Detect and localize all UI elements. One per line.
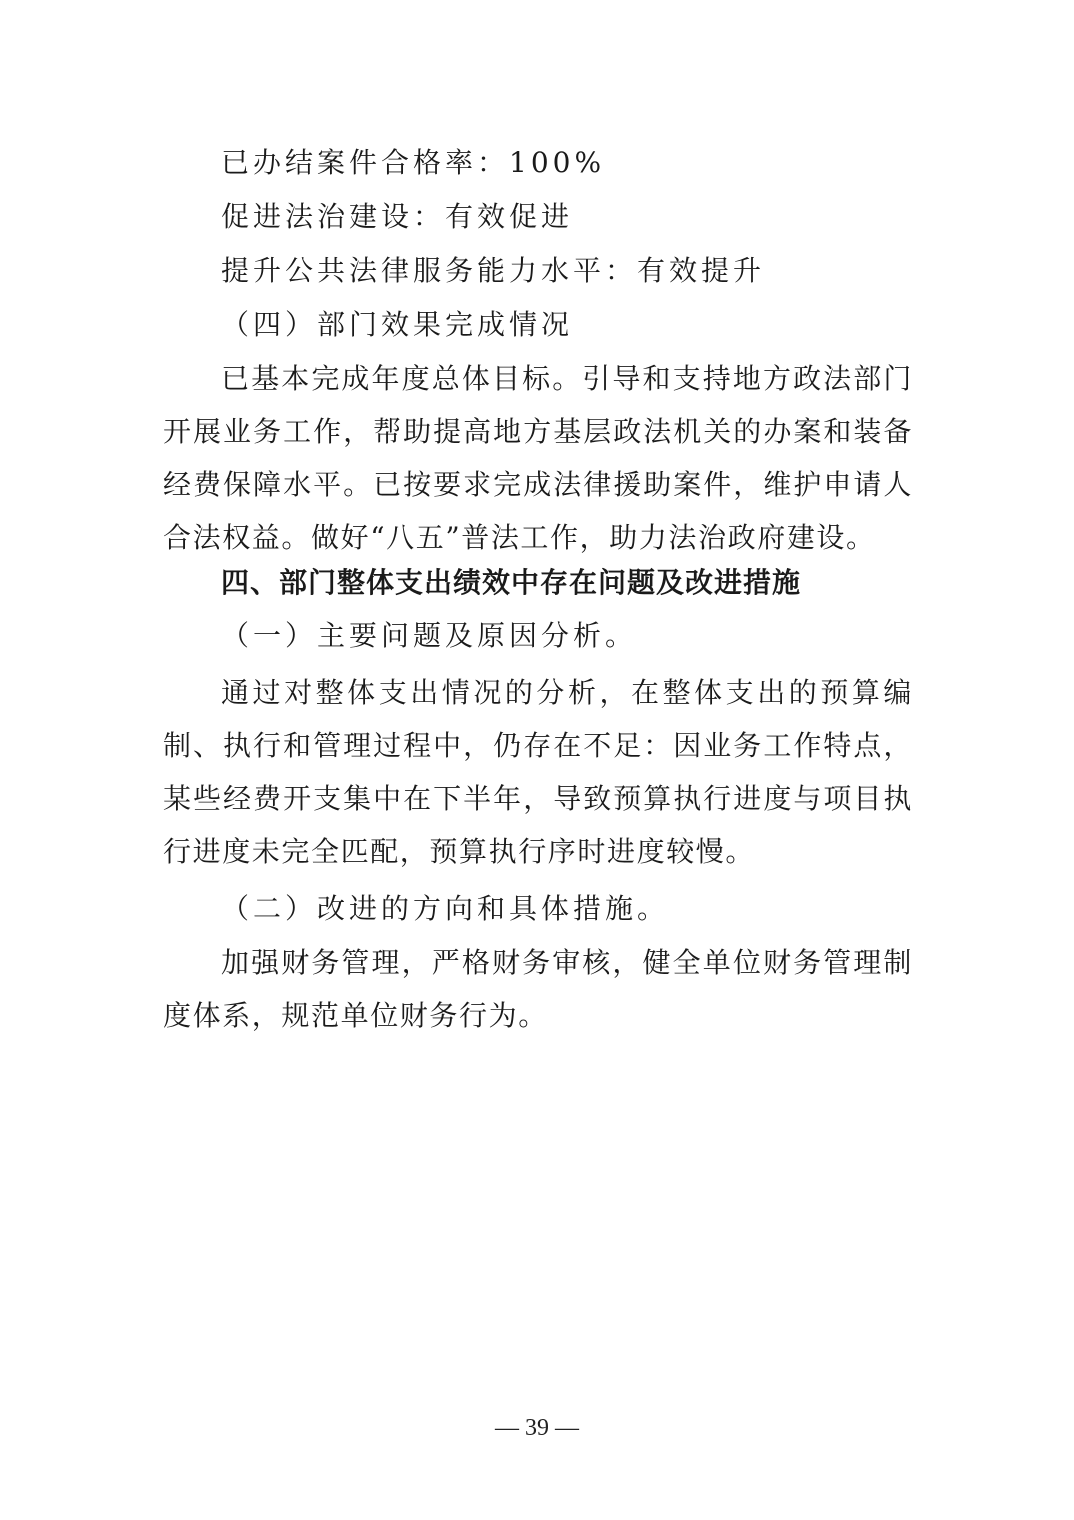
- section-heading: 四、部门整体支出绩效中存在问题及改进措施: [221, 566, 802, 599]
- problem-paragraph: 通过对整体支出情况的分析，在整体支出的预算编制、执行和管理过程中，仍存在不足：因业务工作特点，某些经费开支集中在下半年，导致预算执行进度与项目执行进度未完全匹配，预算执行序时进度较慢。: [163, 676, 913, 868]
- subsection-heading-1: （一）主要问题及原因分析。: [221, 619, 638, 652]
- subsection-heading-4: （四）部门效果完成情况: [221, 308, 574, 341]
- measures-paragraph: 加强财务管理，严格财务审核，健全单位财务管理制度体系，规范单位财务行为。: [163, 946, 913, 1032]
- rule-of-law-line: 促进法治建设：有效促进: [221, 200, 574, 233]
- case-pass-rate-line: 已办结案件合格率：100%: [221, 146, 606, 179]
- page-number: — 39 —: [495, 1415, 579, 1441]
- legal-service-line: 提升公共法律服务能力水平：有效提升: [221, 254, 766, 287]
- subsection-heading-2: （二）改进的方向和具体措施。: [221, 892, 670, 925]
- effect-paragraph: 已基本完成年度总体目标。引导和支持地方政法部门开展业务工作，帮助提高地方基层政法机关的办案和装备经费保障水平。已按要求完成法律援助案件，维护申请人合法权益。做好“八五”普法工作，助力法治政府建设。: [163, 362, 913, 554]
